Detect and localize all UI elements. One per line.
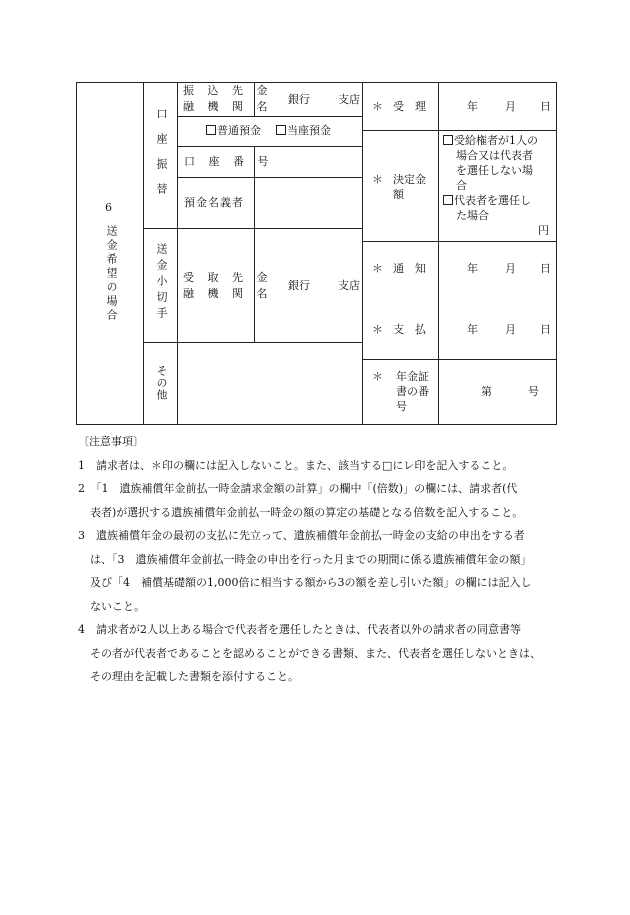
year-label: 年 (467, 100, 478, 113)
certificate-label-3: 号 (396, 400, 407, 413)
grid-line (177, 146, 362, 147)
yen-label: 円 (538, 224, 549, 237)
bank-text: 銀行 (288, 93, 310, 106)
checkbox-single-or-none[interactable] (443, 135, 453, 145)
asterisk: ＊ (372, 173, 383, 186)
table-border-bottom (76, 424, 556, 425)
remittance-form-table (0, 0, 630, 430)
grid-line (177, 82, 178, 425)
checkbox-ordinary[interactable] (206, 125, 216, 135)
notes-section (78, 430, 558, 689)
grid-line (438, 82, 439, 425)
certificate-label-1: 年金証 (396, 370, 429, 383)
year-label: 年 (467, 323, 478, 336)
grid-line (143, 82, 144, 425)
grid-line (362, 130, 556, 131)
checkbox-current[interactable] (276, 125, 286, 135)
juri-label: 受 理 (393, 100, 426, 113)
koza-furikae-label: 口座振替 (155, 108, 168, 208)
furikomi-label-2: 融 機 関 名 (183, 100, 273, 113)
note-3-line4: ないこと。 (90, 599, 145, 613)
sonota-label: その他 (155, 365, 168, 401)
furikomi-label-1: 振 込 先 金 (183, 84, 273, 97)
note-4-line1: 4 請求者が2人以上ある場合で代表者を選任したときは、代表者以外の請求者の同意書等 (78, 623, 521, 636)
asterisk: ＊ (372, 323, 383, 336)
note-2-line1: 2 「1 遺族補償年金前払一時金請求金額の計算」の欄中「(倍数)」の欄には、請求者(代 (78, 482, 518, 495)
note-1: 1 請求者は、＊印の欄には記入しないこと。また、該当する□にレ印を記入すること。 (78, 458, 514, 472)
notes-heading: 〔注意事項〕 (78, 435, 144, 448)
grid-line (362, 241, 556, 242)
decision-amount-label-1: 決定金 (393, 173, 426, 186)
asterisk: ＊ (372, 100, 383, 113)
account-number-label: 口 座 番 号 (184, 155, 274, 168)
note-2-line2: 表者)が選択する遺族補償年金前払一時金の額の算定の基礎となる倍数を記入すること。 (90, 505, 524, 519)
decision-option-1-line3: を選任しない場 (456, 164, 533, 177)
table-border-right (556, 82, 557, 425)
branch-text-2: 支店 (338, 279, 360, 292)
dai-label: 第 (481, 385, 492, 398)
bank-text-2: 銀行 (288, 279, 310, 292)
receiving-label-2: 融 機 関 名 (183, 287, 273, 300)
note-3-line1: 3 遺族補償年金の最初の支払に先立って、遺族補償年金前払一時金の支給の申出をする者 (78, 529, 525, 542)
account-holder-label: 預金名義者 (184, 196, 244, 209)
shibarai-label: 支 払 (393, 323, 426, 336)
note-4-line3: その理由を記載した書類を添付すること。 (90, 670, 299, 683)
grid-line (177, 177, 362, 178)
checkbox-representative[interactable] (443, 195, 453, 205)
go-label: 号 (528, 385, 539, 398)
decision-option-1-line2: 場合又は代表者 (456, 149, 533, 162)
certificate-label-2: 書の番 (396, 385, 429, 398)
grid-line (143, 342, 362, 343)
note-3-line3: 及び「4 補償基礎額の1,000倍に相当する額から3の額を差し引いた額」の欄には記入し (90, 576, 532, 589)
month-label: 月 (505, 323, 516, 336)
table-border-left (76, 82, 77, 425)
day-label: 日 (540, 323, 551, 336)
tsuchi-label: 通 知 (393, 262, 426, 275)
decision-option-2-line2: た場合 (456, 209, 489, 222)
receiving-label-1: 受 取 先 金 (183, 271, 273, 284)
grid-line (177, 116, 362, 117)
grid-line (143, 228, 362, 229)
section-title: 送金希望の場合 (105, 225, 118, 323)
sokin-kogitte-label: 送金小切手 (155, 243, 168, 323)
section-number: 6 (105, 201, 112, 214)
note-3-line2: は、「3 遺族補償年金前払一時金の申出を行った月までの期間に係る遺族補償年金の額」 (90, 552, 532, 566)
asterisk: ＊ (372, 370, 383, 383)
grid-line (362, 359, 556, 360)
month-label: 月 (505, 262, 516, 275)
grid-line (362, 82, 363, 425)
deposit-current[interactable]: 当座預金 (276, 124, 331, 138)
decision-option-2[interactable]: 代表者を選任し (443, 194, 531, 208)
day-label: 日 (540, 262, 551, 275)
decision-amount-label-2: 額 (393, 188, 404, 201)
month-label: 月 (505, 100, 516, 113)
decision-option-1[interactable]: 受給権者が1人の (443, 134, 538, 148)
deposit-ordinary[interactable]: 普通預金 (206, 124, 261, 138)
branch-text: 支店 (338, 93, 360, 106)
table-border-top (76, 82, 556, 83)
note-4-line2: その者が代表者であることを認めることができる書類、また、代表者を選任しないときは、 (90, 646, 541, 660)
year-label: 年 (467, 262, 478, 275)
day-label: 日 (540, 100, 551, 113)
grid-line (254, 228, 255, 342)
asterisk: ＊ (372, 262, 383, 275)
decision-option-1-line4: 合 (456, 179, 467, 192)
